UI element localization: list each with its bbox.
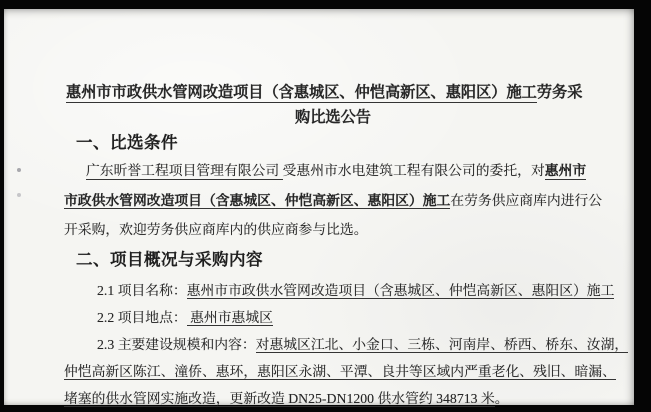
text-run: 在劳务供应商库内进行公 [450,192,603,208]
document-page [4,9,634,405]
text-run: 2.1 项目名称： [97,282,187,298]
document-body [64,122,629,412]
scan-speck [17,193,21,197]
text-run: 受惠州市水电建筑工程有限公司的委托，对 [282,163,545,178]
section-heading: 二、项目概况与采购内容 [76,250,263,269]
scan-speck [17,168,21,172]
body-line [86,156,624,186]
section-heading: 一、比选条件 [76,134,178,152]
text-run: 惠州市市政供水管网改造项目（含惠城区、仲恺高新区、惠阳区）施工 [186,282,615,298]
text-run: 市政供水管网改造项目（含惠城区、仲恺高新区、惠阳区）施工 [64,192,451,208]
title-line [66,80,600,105]
text-run: 堵塞的供水管网实施改造，更新改造 DN25-DN1200 供水管约 348713 米 [64,390,495,406]
body-line [97,331,629,358]
body-line [64,215,624,245]
text-run: 开采购，欢迎劳务供应商库内的供应商参与比选。 [64,222,368,237]
body-line [64,186,624,216]
text-run: 。 [494,390,509,406]
text-run: 购比选公告 [295,109,371,126]
text-run: 2.2 项目地点： [97,309,187,325]
text-run: 2.3 主要建设规模和内容： [97,336,256,352]
text-run: 劳务采 [536,84,583,101]
body-line [64,358,624,385]
text-run: 惠州市惠城区 [186,309,273,325]
text-run: 惠州市 [544,163,587,178]
body-line [64,385,624,412]
text-run: 广东昕誉工程项目管理有限公司 [86,163,283,178]
body-line [97,304,624,331]
body-line [97,277,624,304]
text-run: 对惠城区江北、小金口、三栋、河南岸、桥西、桥东、汝湖， [255,336,629,352]
text-run: 惠州市市政供水管网改造项目（含惠城区、仲恺高新区、惠阳区）施工 [66,84,537,101]
text-run: 仲恺高新区陈江、潼侨、惠环，惠阳区永湖、平潭、良井等区域内严重老化、残旧、暗漏、 [64,363,616,379]
